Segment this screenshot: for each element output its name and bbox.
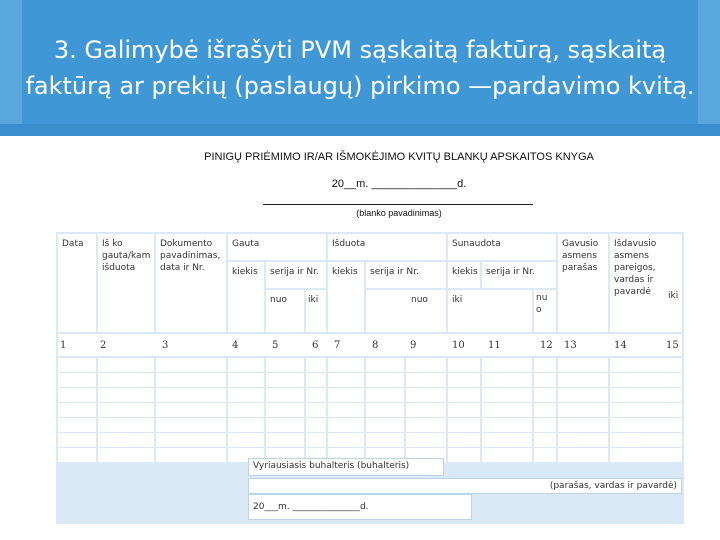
table-cell — [58, 358, 96, 372]
col-number-5: 5 — [272, 340, 279, 351]
header-from: Iš ko gauta/kam išduota — [102, 239, 151, 273]
table-cell — [306, 358, 326, 372]
header-document: Dokumento pavadinimas, data ir Nr. — [160, 239, 221, 273]
table-cell — [558, 403, 608, 417]
table-cell — [98, 373, 154, 387]
col-number-7: 7 — [334, 340, 341, 351]
col-number-12: 12 — [540, 340, 553, 351]
table-cell — [448, 403, 480, 417]
col-number-13: 13 — [564, 340, 577, 351]
to-received: iki — [308, 295, 319, 305]
table-cell — [156, 373, 226, 387]
table-cell — [156, 358, 226, 372]
table-cell — [328, 433, 364, 447]
table-cell — [98, 418, 154, 432]
col-number-2: 2 — [100, 340, 107, 351]
table-cell — [328, 373, 364, 387]
table-cell — [98, 433, 154, 447]
table-cell — [448, 418, 480, 432]
col-number-11: 11 — [488, 340, 501, 351]
table-cell — [58, 373, 96, 387]
table-cell — [366, 358, 404, 372]
table-cell — [156, 403, 226, 417]
table-cell — [482, 433, 532, 447]
table-cell — [366, 373, 404, 387]
ledger-table — [56, 232, 684, 524]
table-cell — [406, 433, 446, 447]
slide-title: 3. Galimybė išrašyti PVM sąskaitą faktūrą, sąskaitą faktūrą ar prekių (paslaugų) pirkimo —pardavimo kvitą. — [25, 36, 695, 100]
table-cell — [482, 418, 532, 432]
table-cell — [58, 448, 96, 462]
col-number-3: 3 — [162, 340, 169, 351]
table-cell — [534, 403, 556, 417]
table-cell — [610, 433, 682, 447]
table-cell — [366, 433, 404, 447]
sub-series-issued: serija ir Nr. — [370, 267, 419, 277]
table-cell — [266, 358, 304, 372]
header-issued: Išduota — [332, 239, 366, 249]
table-cell — [58, 433, 96, 447]
table-cell — [366, 403, 404, 417]
table-cell — [448, 433, 480, 447]
table-cell — [448, 358, 480, 372]
table-cell — [98, 358, 154, 372]
header-receiver-signature: Gavusio asmens parašas — [562, 239, 599, 273]
table-cell — [328, 388, 364, 402]
table-cell — [228, 373, 264, 387]
numbers-row — [58, 334, 682, 356]
table-cell — [482, 403, 532, 417]
table-cell — [306, 388, 326, 402]
document-date-line: 20__m. ______________d. — [331, 178, 467, 190]
table-cell — [558, 433, 608, 447]
table-cell — [448, 448, 480, 462]
table-cell — [156, 448, 226, 462]
table-cell — [366, 418, 404, 432]
table-cell — [406, 358, 446, 372]
table-cell — [156, 433, 226, 447]
table-cell — [366, 388, 404, 402]
sub-series-received: serija ir Nr. — [270, 267, 319, 277]
col-number-1: 1 — [60, 340, 67, 351]
table-cell — [558, 448, 608, 462]
table-cell — [558, 373, 608, 387]
table-cell — [558, 358, 608, 372]
table-cell — [328, 358, 364, 372]
table-cell — [228, 418, 264, 432]
title-clip — [0, 0, 720, 144]
table-cell — [558, 388, 608, 402]
table-cell — [58, 418, 96, 432]
table-cell — [558, 418, 608, 432]
sub-quantity-issued: kiekis — [332, 267, 358, 277]
table-cell — [534, 358, 556, 372]
table-cell — [610, 448, 682, 462]
col-number-6: 6 — [312, 340, 319, 351]
table-cell — [266, 418, 304, 432]
from-received: nuo — [270, 295, 287, 305]
table-cell — [406, 418, 446, 432]
signature-hint: (parašas, vardas ir pavardė) — [248, 478, 682, 494]
table-cell — [448, 373, 480, 387]
header-date: Data — [62, 239, 84, 249]
table-cell — [306, 403, 326, 417]
table-cell — [98, 403, 154, 417]
table-cell — [610, 358, 682, 372]
table-cell — [406, 403, 446, 417]
table-cell — [228, 388, 264, 402]
sub-series-used: serija ir Nr. — [486, 267, 535, 277]
table-cell — [406, 388, 446, 402]
col-number-14: 14 — [614, 340, 627, 351]
table-cell — [306, 418, 326, 432]
from-issued: nuo — [411, 295, 428, 305]
table-cell — [610, 373, 682, 387]
header-used: Sunaudota — [452, 239, 501, 249]
table-cell — [534, 448, 556, 462]
table-cell — [448, 388, 480, 402]
table-cell — [328, 403, 364, 417]
document-heading: PINIGŲ PRIĖMIMO IR/AR IŠMOKĖJIMO KVITŲ BLANKŲ APSKAITOS KNYGA — [204, 151, 594, 163]
table-cell — [156, 418, 226, 432]
table-cell — [266, 433, 304, 447]
table-cell — [534, 388, 556, 402]
table-cell — [228, 403, 264, 417]
table-cell — [266, 388, 304, 402]
table-cell — [610, 418, 682, 432]
table-cell — [482, 373, 532, 387]
subsub-cell-3 — [366, 290, 446, 332]
to-used: iki — [668, 291, 679, 301]
col-number-10: 10 — [452, 340, 465, 351]
table-cell — [306, 433, 326, 447]
to-issued: iki — [452, 295, 463, 305]
table-cell — [482, 388, 532, 402]
from-used: nu o — [536, 293, 548, 315]
table-cell — [534, 373, 556, 387]
header-issuer: Išdavusio asmens pareigos, vardas ir pavardė — [614, 239, 657, 297]
table-cell — [228, 433, 264, 447]
sub-quantity-used: kiekis — [452, 267, 478, 277]
table-cell — [534, 433, 556, 447]
table-cell — [610, 403, 682, 417]
table-cell — [610, 388, 682, 402]
sub-quantity-received: kiekis — [232, 267, 258, 277]
table-cell — [482, 448, 532, 462]
table-cell — [306, 373, 326, 387]
header-received: Gauta — [232, 239, 260, 249]
table-cell — [98, 448, 154, 462]
col-number-15: 15 — [666, 340, 679, 351]
col-number-8: 8 — [372, 340, 379, 351]
table-cell — [266, 373, 304, 387]
table-cell — [228, 358, 264, 372]
table-cell — [58, 388, 96, 402]
table-cell — [406, 373, 446, 387]
signature-date: 20___m. _______________d. — [248, 494, 472, 520]
table-cell — [266, 403, 304, 417]
table-cell — [98, 388, 154, 402]
col-number-9: 9 — [410, 340, 417, 351]
table-cell — [58, 403, 96, 417]
table-cell — [156, 388, 226, 402]
blank-name-line — [263, 204, 533, 205]
col-number-4: 4 — [232, 340, 239, 351]
chief-accountant-label: Vyriausiasis buhalteris (buhalteris) — [248, 458, 444, 476]
table-cell — [328, 418, 364, 432]
table-cell — [482, 358, 532, 372]
blank-name-label: (blanko pavadinimas) — [356, 208, 442, 218]
table-cell — [534, 418, 556, 432]
